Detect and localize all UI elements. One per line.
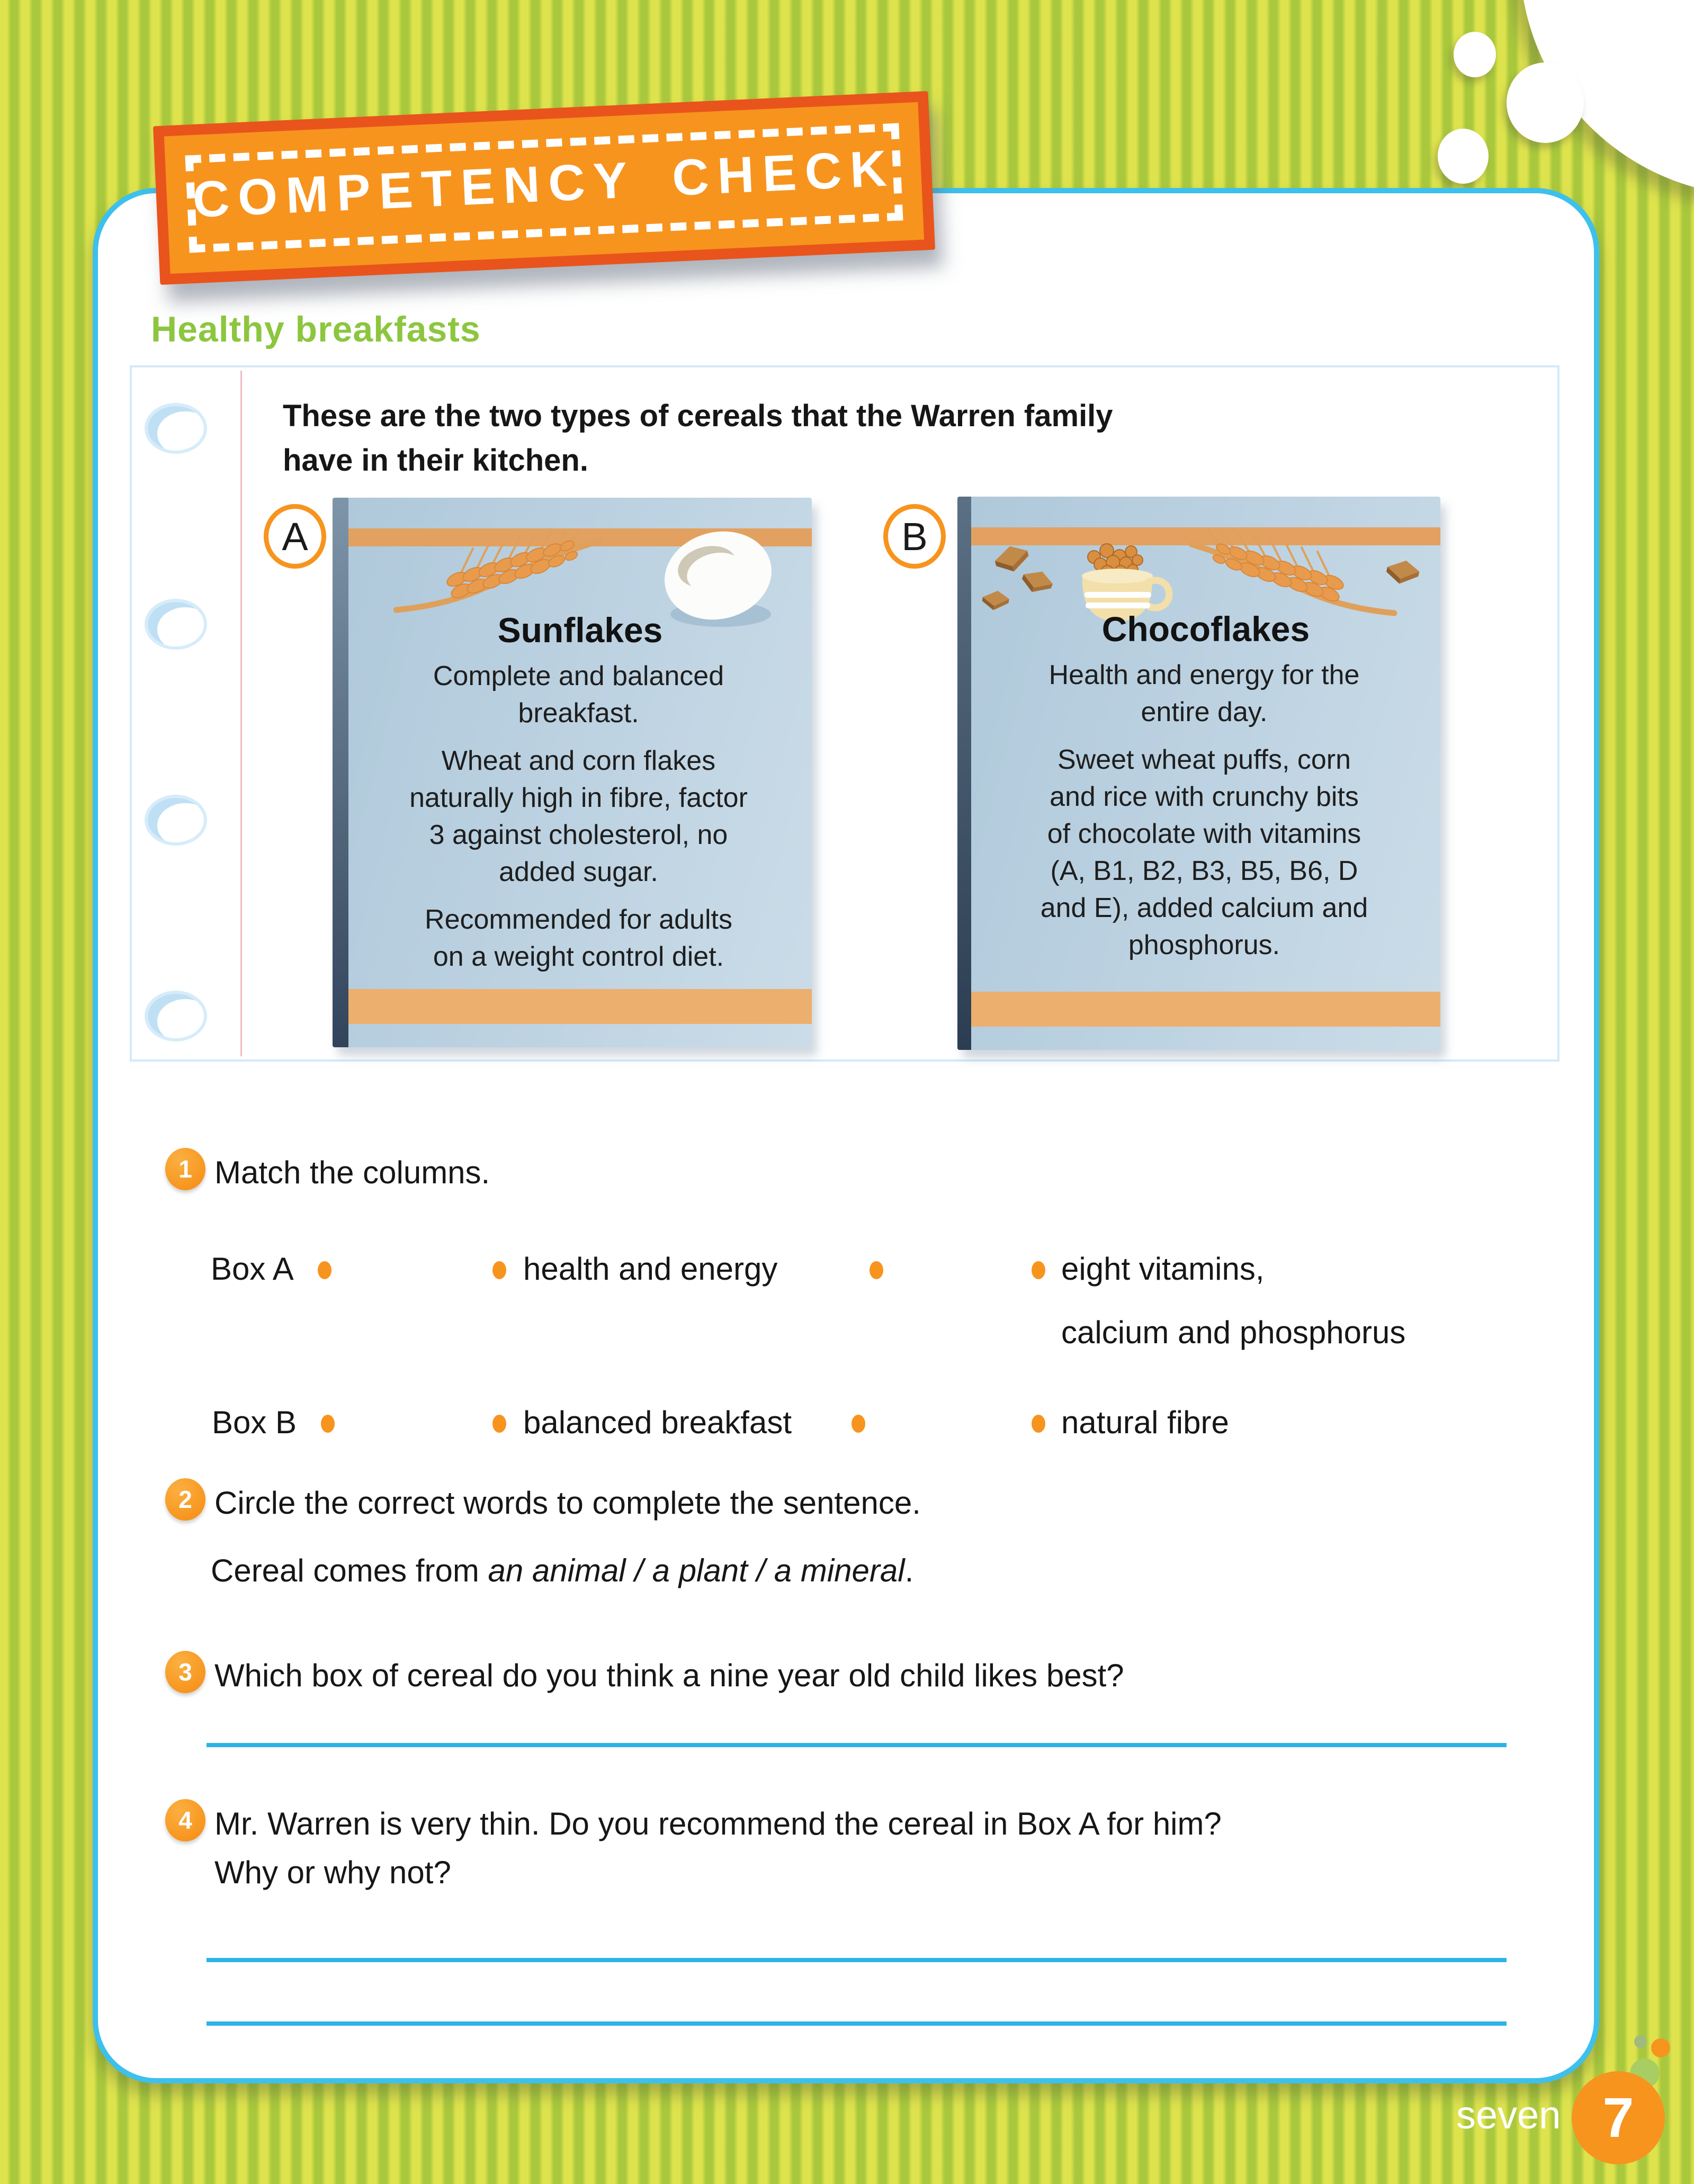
wheat-icon <box>393 531 605 615</box>
text-line: Health and energy for the <box>1048 660 1360 690</box>
text-line: of chocolate with vitamins <box>1047 819 1361 849</box>
intro-text <box>283 394 1501 483</box>
answer-line[interactable] <box>207 2021 1507 2026</box>
box-bottom-band <box>971 992 1440 1027</box>
match-middle-2: balanced breakfast <box>523 1405 792 1440</box>
text-line: breakfast. <box>518 698 639 729</box>
dot-decoration <box>1651 2038 1670 2057</box>
paragraph <box>351 742 806 891</box>
match-point[interactable] <box>1032 1415 1045 1433</box>
box-b-title: Chocoflakes <box>1101 609 1310 649</box>
bubble-decoration <box>1454 32 1496 77</box>
match-point[interactable] <box>1032 1261 1045 1279</box>
page-number-badge: 7 <box>1572 2071 1665 2164</box>
box-b-description <box>973 657 1435 974</box>
match-point[interactable] <box>321 1415 335 1433</box>
answer-line[interactable] <box>207 1743 1507 1747</box>
ring-hole <box>145 403 207 454</box>
chocolate-icon <box>981 543 1421 613</box>
box-bottom-band <box>348 989 812 1024</box>
paragraph <box>351 658 806 732</box>
text-line: phosphorus. <box>1128 930 1280 960</box>
page-title: Healthy breakfasts <box>151 309 481 349</box>
bubble-decoration <box>1507 62 1584 143</box>
match-left-box-b: Box B <box>212 1405 297 1440</box>
bubble-decoration <box>1438 129 1489 184</box>
text-line: on a weight control diet. <box>433 941 724 972</box>
match-middle-1: health and energy <box>523 1251 778 1287</box>
intro-line: These are the two types of cereals that the Warren family <box>283 399 1113 433</box>
paragraph <box>351 901 806 975</box>
sentence-suffix: . <box>904 1553 914 1588</box>
question-4-text-line2: Why or why not? <box>214 1855 451 1890</box>
text-line: (A, B1, B2, B3, B5, B6, D <box>1050 856 1358 886</box>
match-point[interactable] <box>852 1415 865 1433</box>
text-line: and E), added calcium and <box>1040 893 1368 923</box>
cereal-box-sunflakes <box>333 498 812 1047</box>
banner-inner <box>164 102 924 274</box>
sentence-options[interactable]: an animal / a plant / a mineral <box>488 1553 905 1588</box>
match-point[interactable] <box>492 1261 506 1279</box>
question-1-badge: 1 <box>165 1148 205 1190</box>
question-4-text-line1: Mr. Warren is very thin. Do you recommend the cereal in Box A for him? <box>214 1806 1222 1841</box>
cereal-box-chocoflakes <box>957 497 1440 1050</box>
box-side-face <box>333 498 348 1047</box>
match-point[interactable] <box>492 1415 506 1433</box>
margin-line <box>240 371 242 1056</box>
text-line: naturally high in fibre, factor <box>409 783 748 813</box>
box-b-illustration <box>979 529 1429 622</box>
sentence-prefix: Cereal comes from <box>211 1553 488 1588</box>
paragraph <box>973 657 1435 731</box>
ring-hole <box>145 599 207 650</box>
question-3-badge: 3 <box>165 1651 205 1693</box>
answer-line[interactable] <box>207 1958 1507 1962</box>
text-line: entire day. <box>1141 697 1268 727</box>
text-line: Wheat and corn flakes <box>441 745 716 776</box>
banner-title: COMPETENCY CHECK <box>191 139 897 229</box>
match-right-1-line2: calcium and phosphorus <box>1061 1315 1406 1350</box>
match-left-box-a: Box A <box>211 1251 294 1287</box>
match-right-2: natural fibre <box>1061 1405 1229 1440</box>
box-side-face <box>957 497 971 1050</box>
question-2-text: Circle the correct words to complete the sentence. <box>214 1485 921 1521</box>
page-number-word: seven <box>1456 2093 1561 2137</box>
match-point[interactable] <box>870 1261 883 1279</box>
paragraph <box>973 741 1435 964</box>
text-line: Recommended for adults <box>425 904 732 935</box>
question-3-text: Which box of cereal do you think a nine year old child likes best? <box>214 1658 1124 1693</box>
text-line: 3 against cholesterol, no <box>429 820 728 850</box>
question-1-text: Match the columns. <box>214 1155 490 1190</box>
text-line: Sweet wheat puffs, corn <box>1057 744 1351 775</box>
question-2-badge: 2 <box>165 1478 205 1521</box>
wheat-icon <box>1191 529 1394 613</box>
intro-line: have in their kitchen. <box>283 443 588 478</box>
dot-decoration <box>1634 2035 1647 2048</box>
match-point[interactable] <box>318 1261 331 1279</box>
box-a-description <box>351 658 806 986</box>
text-line: added sugar. <box>499 857 658 887</box>
box-a-title: Sunflakes <box>497 610 663 650</box>
question-2-sentence <box>211 1552 913 1589</box>
match-right-1-line1: eight vitamins, <box>1061 1251 1265 1287</box>
box-a-badge: A <box>264 504 326 569</box>
question-4-badge: 4 <box>165 1799 205 1841</box>
text-line: Complete and balanced <box>433 661 724 691</box>
ring-hole <box>145 991 207 1041</box>
box-b-badge: B <box>883 504 946 569</box>
ring-hole <box>145 795 207 846</box>
text-line: and rice with crunchy bits <box>1050 781 1359 812</box>
